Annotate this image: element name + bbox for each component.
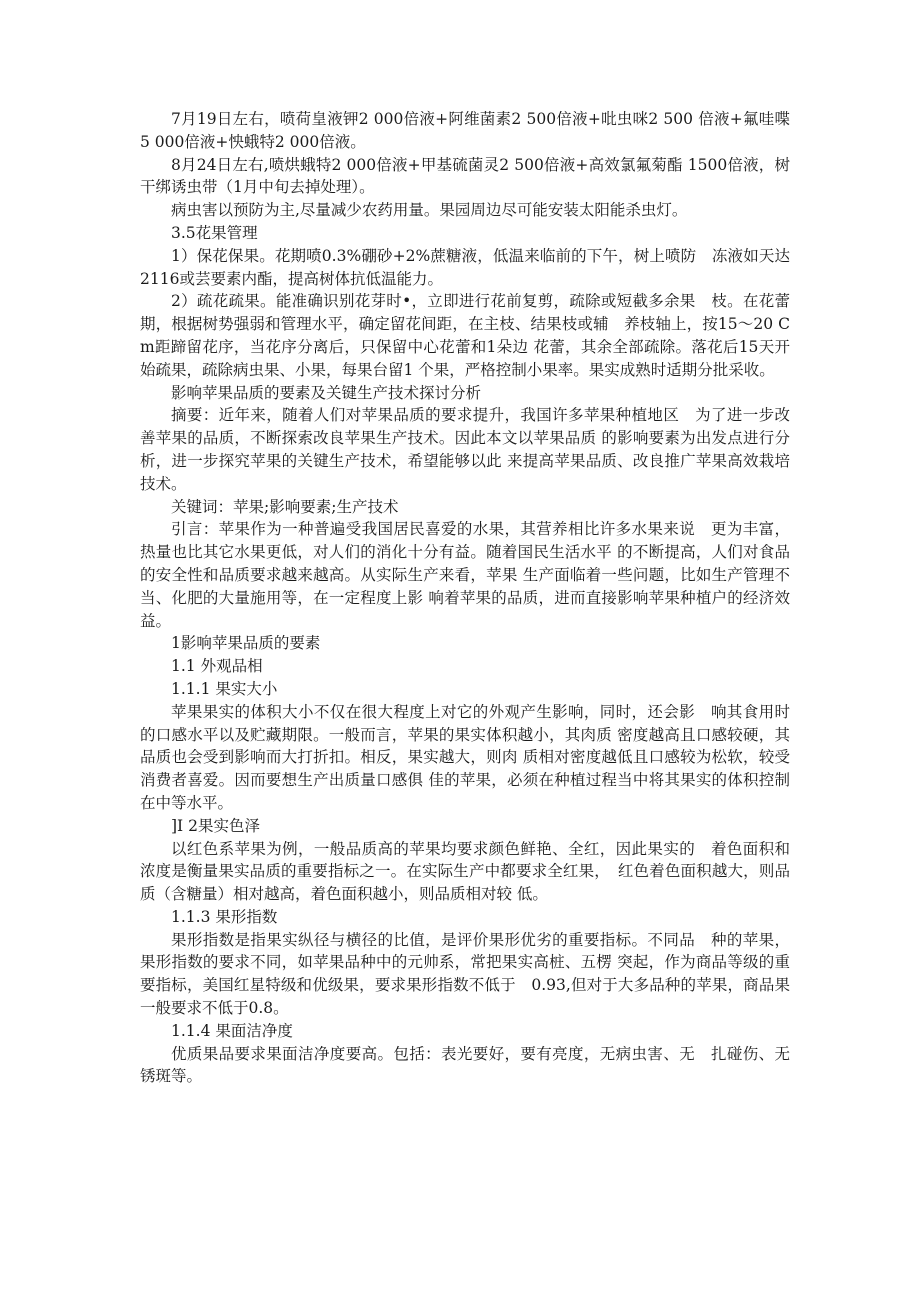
heading-section-1-1-3: 1.1.3 果形指数 [171, 907, 278, 926]
paragraph-abstract: 摘要：近年来，随着人们对苹果品质的要求提升，我国许多苹果种植地区 为了进一步改善苹果的品质，不断探索改良苹果生产技术。因此本文以苹果品质 的影响要素为出发点进行分析，进一步探究苹果的关键生产技术，希望能够以此 来提高苹果品质、改良推广苹果高效栽培技术。 [140, 406, 790, 493]
heading-section-1-1-4: 1.1.4 果面洁净度 [171, 1021, 293, 1040]
paragraph-fruit-size: 苹果果实的体积大小不仅在很大程度上对它的外观产生影响，同时，还会影 响其食用时的口感水平以及贮藏期限。一般而言，苹果的果实体积越小，其肉质 密度越高且口感较硬，其品质也会受到影响而大打折扣。相反，果实越大，则肉 质相对密度越低且口感较为松软，较受消费者喜爱。因而要想生产出质量口感俱 佳的苹果，必须在种植过程当中将其果实的体积控制在中等水平。 [140, 702, 790, 812]
paragraph-fruit-shape: 果形指数是指果实纵径与横径的比值，是评价果形优劣的重要指标。不同品 种的苹果，果形指数的要求不同，如苹果品种中的元帅系，常把果实高桩、五楞 突起，作为商品等级的重要指标，美国红星特级和优级果，要求果形指数不低于 0.93,但对于大多品种的苹果，商品果一般要求不低于0.8。 [140, 930, 790, 1018]
paragraph-spray-july: 7月19日左右，喷荷皇液钾2 000倍液+阿维菌素2 500倍液+吡虫咪2 500 倍液+氟哇喋5 000倍液+怏蛾特2 000倍液。 [140, 110, 790, 151]
heading-section-1-1: 1.1 外观品相 [171, 657, 263, 676]
paragraph-pest-prevention: 病虫害以预防为主,尽量减少农药用量。果园周边尽可能安装太阳能杀虫灯。 [171, 201, 688, 220]
article-title: 影响苹果品质的要素及关键生产技术探讨分析 [171, 383, 482, 402]
heading-section-1-1-1: 1.1.1 果实大小 [171, 679, 278, 698]
paragraph-introduction: 引言：苹果作为一种普遍受我国居民喜爱的水果，其营养相比许多水果来说 更为丰富，热量也比其它水果更低，对人们的消化十分有益。随着国民生活水平 的不断提高，人们对食品的安全性和品质要求越来越高。从实际生产来看，苹果 生产面临着一些问题，比如生产管理不当、化肥的大量施用等，在一定程度上影 响着苹果的品质，进而直接影响苹果种植户的经济效益。 [140, 520, 790, 630]
heading-section-1: 1影响苹果品质的要素 [171, 634, 321, 653]
paragraph-thin-flowers: 2）疏花疏果。能准确识别花芽时•，立即进行花前复剪，疏除或短截多余果 枝。在花蕾期，根据树势强弱和管理水平，确定留花间距，在主枝、结果枝或辅 养枝轴上，按15～20 Cm距蹄留花序，当花序分离后，只保留中心花蕾和1朵边 花蕾，其余全部疏除。落花后15天开始疏果，疏除病虫果、小果，每果台留1 个果，严格控制小果率。果实成熟时适期分批采收。 [140, 292, 790, 379]
paragraph-fruit-surface: 优质果品要求果面洁净度要高。包括：表光要好，要有亮度，无病虫害、无 扎碰伤、无锈斑等。 [140, 1044, 790, 1086]
paragraph-spray-august: 8月24日左右,喷烘蛾特2 000倍液+甲基硫菌灵2 500倍液+高效氯氟菊酯 1500倍液，树干绑诱虫带（1月中旬去掉处理）。 [140, 155, 790, 197]
heading-section-1-1-2: ]I 2果实色泽 [171, 816, 260, 835]
paragraph-keywords: 关键词：苹果;影响要素;生产技术 [171, 497, 399, 516]
heading-flower-fruit-management: 3.5花果管理 [171, 223, 258, 242]
paragraph-fruit-color: 以红色系苹果为例，一般品质高的苹果均要求颜色鲜艳、全红，因此果实的 着色面积和浓度是衡量果实品质的重要指标之一。在实际生产中都要求全红果， 红色着色面积越大，则品质（含糖量）相对越高，着色面积越小，则品质相对较 低。 [140, 839, 790, 904]
document-body [140, 108, 790, 1088]
paragraph-protect-flowers: 1）保花保果。花期喷0.3%硼砂+2%蔗糖液，低温来临前的下午，树上喷防 冻液如天达2116或芸要素内酯，提高树体抗低温能力。 [140, 246, 790, 288]
